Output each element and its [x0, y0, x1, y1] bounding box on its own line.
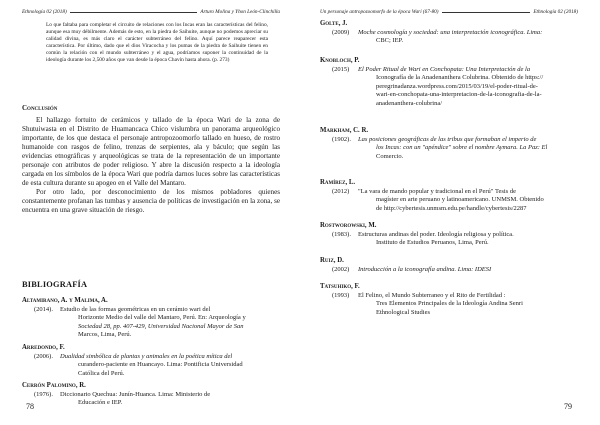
reference-year: (1993) [332, 291, 350, 299]
reference-text: Estudio de las formas geométricas en un cerámio wari del [60, 305, 211, 313]
reference-author: Arredondo, F. [22, 344, 65, 351]
reference-author: Ramírez, L. [320, 179, 356, 186]
reference-text: Comercio. [376, 152, 404, 160]
reference-author: Tatsuhiko, F. [320, 283, 360, 290]
reference-entry [320, 179, 582, 213]
reference-entry [320, 222, 582, 248]
reference-link[interactable]: anadenanthera-colubrina/ [376, 99, 443, 107]
reference-author: Golte, J. [320, 20, 348, 27]
reference-year: (2002) [332, 265, 350, 273]
reference-entry [22, 382, 284, 408]
reference-entry [320, 20, 582, 46]
reference-year: (2015) [332, 65, 350, 73]
bibliography-heading: BIBLIOGRAFÍA [22, 280, 88, 289]
reference-text: CBC; IEP. [376, 37, 404, 45]
running-head [320, 9, 578, 15]
reference-year: (1976). [34, 390, 53, 398]
reference-text: Las posiciones geográficas de las tribus que formaban el imperio de [358, 135, 537, 143]
header-rule [70, 12, 198, 13]
conclusion-body [22, 116, 280, 215]
reference-entry [22, 344, 284, 378]
reference-text: magíster en arte peruano y latinoamericano. UNMSM. Obtenido [376, 196, 544, 204]
reference-text: "La vara de mando popular y tradicional en el Perú" Tesis de [358, 187, 516, 195]
reference-entry [320, 283, 582, 317]
reference-text: Estructuras andinas del poder. Ideología religiosa y política. [358, 230, 514, 238]
reference-author: Knobloch, P. [320, 57, 360, 64]
reference-text: Tres Elementos Principales de la Ideología Andina Senri [376, 300, 523, 308]
reference-link[interactable]: de http://cybertesis.unmsm.edu.pe/handle/cybertesis/2287 [376, 204, 527, 212]
reference-text: curandero-paciente en Huancayo. Lima: Pontificia Universidad [78, 361, 243, 369]
reference-entry [320, 57, 582, 109]
reference-text: Ethnological Studies [376, 308, 430, 316]
header-rule [442, 12, 531, 13]
reference-link[interactable]: peregrinadanza.wordpress.com/2015/03/19/el-poder-ritual-de- [376, 82, 538, 90]
reference-year: (1983). [332, 230, 351, 238]
running-head [22, 9, 280, 15]
conclusion-heading: Conclusión [22, 104, 58, 112]
left-page [0, 0, 298, 425]
reference-link[interactable]: wari-en-conchopata-una-interpretacion-de-la-iconografia-de-la- [376, 91, 542, 99]
reference-text: Iconografía de la Anadenanthera Colubrina. Obtenido de https:// [376, 74, 544, 82]
reference-text: Moche cosmología y sociedad: una interpretación iconográfica. Lima: [358, 28, 543, 36]
reference-author: Altamirano, A. y Malima, A. [22, 297, 108, 304]
reference-text: El Felino, el Mundo Subterraneo y el Rito de Fertilidad : [358, 291, 506, 299]
journal-title: Ethnología 02 (2018) [533, 9, 578, 15]
block-quote: Lo que faltaba para completar el circuito de relaciones con los Incas eran las características del felino, aunque esa muy débilmente. Además de esto, en la piedra de Saihuite, aunque no podemos apreciar su calidad divina, es más claro el carácter subterráneo del felino. Aquí parece reaparecer esta característica. Por último, dado que el dios Viracocha y los pumas de la piedra de Saihuite tienen en común la relación con el mundo subterráneo y el agua, podríamos suponer la continuidad de la ideología durante los 2,500 años que van desde la época Chavín hasta ahora. (p. 273) [46, 22, 268, 64]
reference-year: (2009) [332, 28, 350, 36]
journal-title: Ethnología 02 (2018) [22, 9, 67, 15]
article-authors: Arturo Molina y Yhon León-Clinchilla [200, 9, 280, 15]
reference-author: Rostworowski, M. [320, 222, 377, 229]
reference-text: Introducción a la iconografía andina. Lima: IDESI [358, 265, 492, 273]
reference-year: (2014). [34, 305, 53, 313]
reference-entry [320, 257, 582, 274]
reference-entry [320, 127, 582, 161]
reference-text: los Incas: con un "apéndice" sobre el nombre Aymara. La Paz: El [376, 144, 548, 152]
reference-author: Markham, C. R. [320, 127, 369, 134]
reference-year: (2012) [332, 187, 350, 195]
reference-year: (1902). [332, 135, 351, 143]
reference-text: Diccionario Quechua: Junín-Huanca. Lima: Ministerio de [60, 390, 211, 398]
page-number: 79 [564, 402, 572, 411]
reference-author: Cerrón Palomino, R. [22, 382, 86, 389]
right-page [302, 0, 600, 425]
conclusion-paragraph: Por otro lado, por desconocimiento de los mismos pobladores quienes constantemente profanan las tumbas y ausencia de políticas de investigación en la zona, se encuentra en una grave situación de riesgo. [22, 188, 280, 214]
reference-entry [22, 297, 284, 340]
reference-text: El Poder Ritual de Wari en Conchopata: Una Interpretación de la [358, 65, 531, 73]
reference-text: Católica del Perú. [78, 369, 125, 377]
reference-text: Instituto de Estudios Peruanos, Lima, Perú. [376, 239, 489, 247]
reference-text: Horizonte Medio del valle del Mantaro, Perú. En: Arqueología y [78, 314, 246, 322]
article-title: Un personaje antropozoomorfo de la época Wari (67-80) [320, 9, 439, 15]
reference-year: (2006). [34, 352, 53, 360]
reference-text: Sociedad 28, pp. 407-429, Universidad Nacional Mayor de San [78, 322, 244, 330]
conclusion-paragraph: El hallazgo fortuito de cerámicos y tallado de la época Wari de la zona de Shutuiwasta en el Distrito de Huamancaca Chico vislumbra un panorama arqueológico importante, de los que destaca el personaje antropozoomorfo tallado en hueso, de rostro humanoide con rasgos de felino, trenzas de serpientes, ala y báculo; que según las evidencias etnográficas y arqueológicas se trata de la representación de un importante personaje con atributos de poder religioso. Y abre la discusión respecto a la ideología cargada en los símbolos de la época Wari que podría darnos luces sobre las características de esta cultura durante su apogeo en el Valle del Mantaro. [22, 116, 280, 187]
reference-text: Marcos, Lima, Perú. [78, 331, 132, 339]
page-number: 78 [26, 402, 34, 411]
reference-text: Dualidad simbólica de plantas y animales en la poética mítica del [60, 352, 233, 360]
reference-text: Educación e IEP. [78, 399, 123, 407]
reference-author: Ruiz, D. [320, 257, 344, 264]
